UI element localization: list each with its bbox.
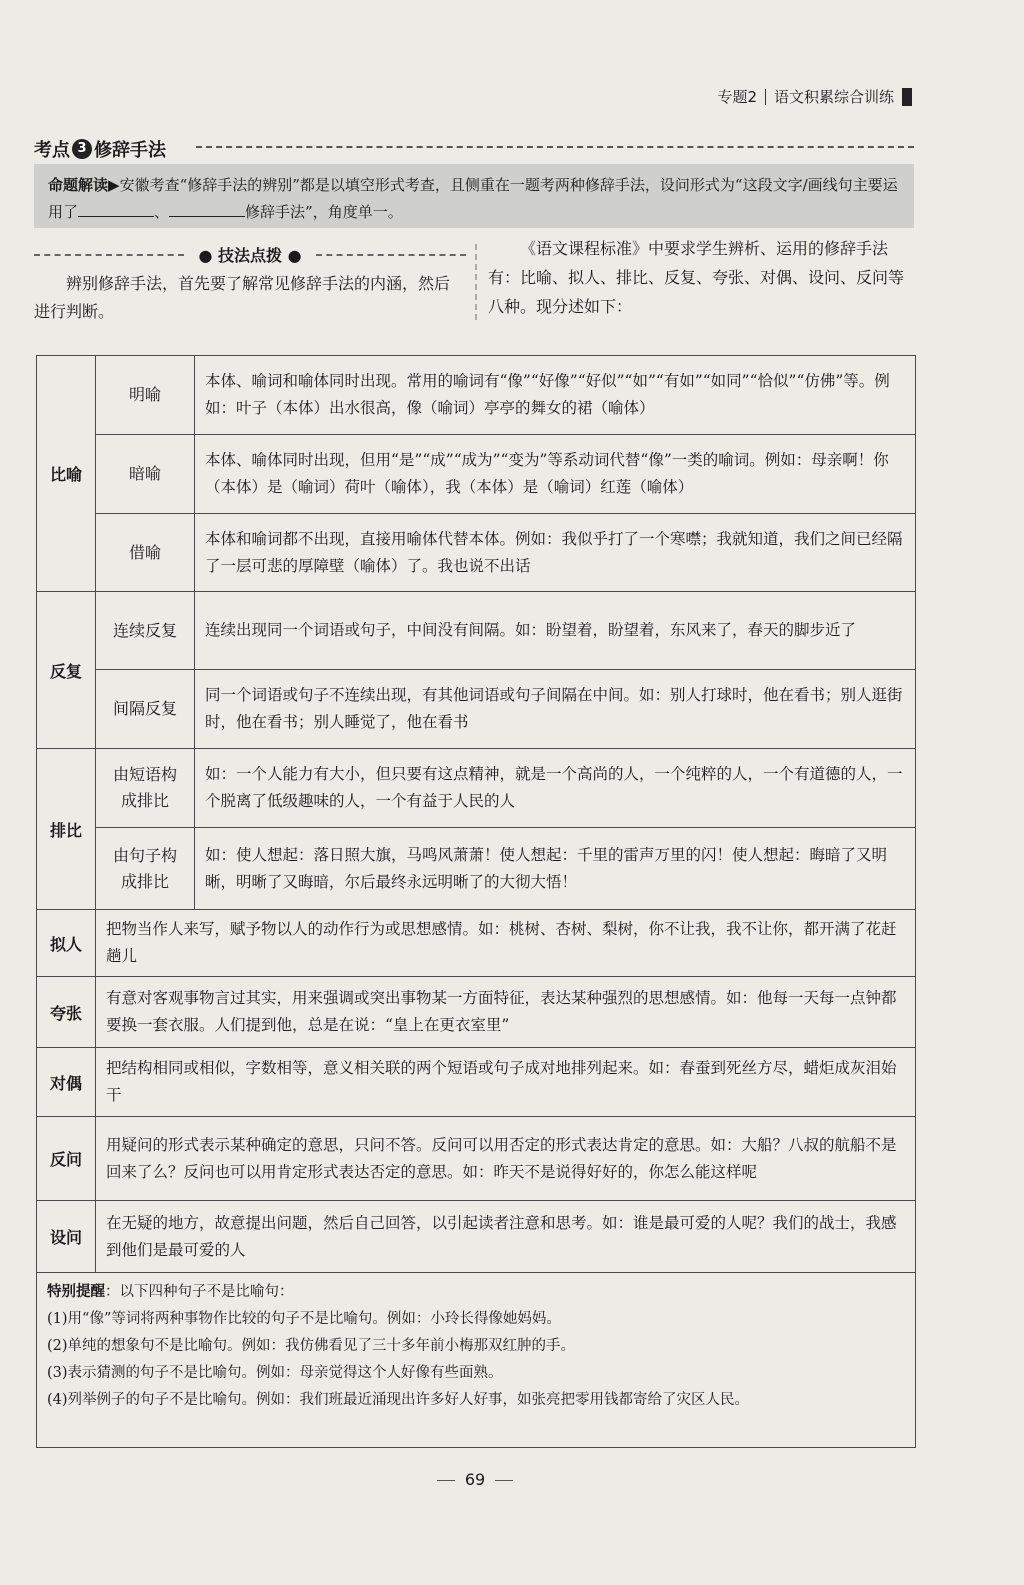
jifa-right-paragraph: 《语文课程标准》中要求学生辨析、运用的修辞手法有：比喻、拟人、排比、反复、夸张、对偶、设问、反问等八种。现分述如下： <box>488 239 905 316</box>
description-cell: 连续出现同一个词语或句子，中间没有间隔。如：盼望着，盼望着，东风来了，春天的脚步近了 <box>195 592 916 670</box>
reminder-item: (1)用“像”等词将两种事物作比较的句子不是比喻句。例如：小玲长得像她妈妈。 <box>47 1311 561 1327</box>
subtype-cell: 暗喻 <box>96 435 195 514</box>
subtype-cell: 借喻 <box>96 514 195 592</box>
subtype-cell: 间隔反复 <box>96 670 195 749</box>
subtype-line: 成排比 <box>120 791 169 810</box>
play-triangle-icon: ▶ <box>108 176 120 194</box>
table-row <box>37 356 916 435</box>
page-number-rule <box>437 1480 455 1481</box>
table-row <box>37 1117 916 1201</box>
header-bar-mark <box>902 88 912 106</box>
dot-icon: ● <box>287 246 302 265</box>
subtype-cell: 连续反复 <box>96 592 195 670</box>
description-cell: 本体和喻词都不出现，直接用喻体代替本体。例如：我似乎打了一个寒噤；我就知道，我们之间已经隔了一层可悲的厚障壁（喻体）了。我也说不出话 <box>195 514 916 592</box>
description-cell: 本体、喻体同时出现，但用“是”“成”“成为”“变为”等系动词代替“像”一类的喻词。例如：母亲啊！你（本体）是（喻词）荷叶（喻体），我（本体）是（喻词）红莲（喻体） <box>195 435 916 514</box>
table-row <box>37 977 916 1048</box>
reminder-intro <box>47 1279 905 1306</box>
answer-blank-1 <box>78 202 154 217</box>
subtype-line: 由句子构 <box>112 845 177 865</box>
subtype-line: 成排比 <box>120 871 169 891</box>
kaodian-heading: 修辞手法 <box>94 140 166 161</box>
description-cell: 如：一个人能力有大小，但只要有这点精神，就是一个高尚的人，一个纯粹的人，一个有道德的人，一个脱离了低级趣味的人，一个有益于人民的人 <box>195 749 916 828</box>
category-cell: 比喻 <box>37 356 96 592</box>
kaodian-dashed-rule <box>196 146 914 148</box>
table-row <box>37 910 916 977</box>
description-cell: 如：使人想起：落日照大旗，马鸣风萧萧！使人想起：千里的雷声万里的闪！使人想起：晦暗了又明晰，明晰了又晦暗，尔后最终永远明晰了的大彻大悟！ <box>195 828 916 910</box>
jifa-heading <box>34 243 466 266</box>
table-row <box>37 1201 916 1273</box>
category-cell: 对偶 <box>37 1048 96 1117</box>
description-cell: 在无疑的地方，故意提出问题，然后自己回答，以引起读者注意和思考。如：谁是最可爱的人呢？我们的战士，我感到他们是最可爱的人 <box>96 1201 916 1273</box>
reminder-label: 特别提醒 <box>47 1284 105 1300</box>
mingti-box <box>34 164 914 228</box>
answer-blank-2 <box>169 202 245 217</box>
subtype-line: 由短语构 <box>112 765 177 784</box>
subtype-cell: 明喻 <box>96 356 195 435</box>
reminder-item: (2)单纯的想象句不是比喻句。例如：我仿佛看见了三十多年前小梅那双红肿的手。 <box>47 1338 576 1354</box>
category-cell: 拟人 <box>37 910 96 977</box>
header-subject: 语文积累综合训练 <box>773 88 894 106</box>
mingti-label: 命题解读 <box>48 176 109 194</box>
table-row <box>37 514 916 592</box>
subtype-cell <box>96 828 195 910</box>
category-cell: 夸张 <box>37 977 96 1048</box>
page-number-rule <box>495 1480 513 1481</box>
description-cell: 用疑问的形式表示某种确定的意思，只问不答。反问可以用否定的形式表达肯定的意思。如：大船？八叔的航船不是回来了么？反问也可以用肯定形式表达否定的意思。如：昨天不是说得好好的，你怎么能这样呢 <box>96 1117 916 1201</box>
table-row <box>37 1048 916 1117</box>
kaodian-number-badge: 3 <box>72 139 92 159</box>
description-cell: 本体、喻词和喻体同时出现。常用的喻词有“像”“好像”“好似”“如”“有如”“如同”“恰似”“仿佛”等。例如：叶子（本体）出水很高，像（喻词）亭亭的舞女的裙（喻体） <box>195 356 916 435</box>
description-cell: 同一个词语或句子不连续出现，有其他词语或句子间隔在中间。如：别人打球时，他在看书；别人逛街时，他在看书；别人睡觉了，他在看书 <box>195 670 916 749</box>
description-cell: 把结构相同或相似，字数相等，意义相关联的两个短语或句子成对地排列起来。如：春蚕到死丝方尽，蜡炬成灰泪始干 <box>96 1048 916 1117</box>
description-cell: 把物当作人来写，赋予物以人的动作行为或思想感情。如：桃树、杏树、梨树，你不让我，我不让你，都开满了花赶趟儿 <box>96 910 916 977</box>
subtype-cell <box>96 749 195 828</box>
description-cell: 有意对客观事物言过其实，用来强调或突出事物某一方面特征，表达某种强烈的思想感情。如：他每一天每一点钟都要换一套衣服。人们提到他，总是在说：“皇上在更衣室里” <box>96 977 916 1048</box>
rhetoric-table <box>36 355 916 1273</box>
table-row <box>37 592 916 670</box>
header-topic: 专题2 <box>717 88 757 106</box>
page-number-text: 69 <box>464 1470 486 1489</box>
page-number <box>0 1470 950 1489</box>
table-row <box>37 670 916 749</box>
kaodian-prefix: 考点 <box>34 140 70 161</box>
reminder-intro-text: ：以下四种句子不是比喻句： <box>105 1284 294 1300</box>
reminder-item: (3)表示猜测的句子不是比喻句。例如：母亲觉得这个人好像有些面熟。 <box>47 1365 503 1381</box>
mingti-text-2: 、 <box>154 203 170 221</box>
category-cell: 排比 <box>37 749 96 910</box>
jifa-title-text: 技法点拨 <box>217 246 282 265</box>
category-cell: 反问 <box>37 1117 96 1201</box>
category-cell: 设问 <box>37 1201 96 1273</box>
reminder-item: (4)列举例子的句子不是比喻句。例如：我们班最近涌现出许多好人好事，如张亮把零用钱都寄给了灾区人民。 <box>47 1392 750 1408</box>
vertical-dashed-divider <box>475 244 477 320</box>
jifa-left-paragraph: 辨别修辞手法，首先要了解常见修辞手法的内涵，然后进行判断。 <box>34 274 451 321</box>
header-separator <box>765 89 766 105</box>
mingti-text-1: 安徽考查“修辞手法的辨别”都是以填空形式考查，且侧重在一题考两种修辞手法，设问形式为“这段文字/画线句主要运用了 <box>48 176 898 221</box>
jifa-dash-left <box>34 254 184 256</box>
category-cell: 反复 <box>37 592 96 749</box>
table-row <box>37 435 916 514</box>
table-row <box>37 828 916 910</box>
kaodian-title <box>34 136 166 162</box>
table-row <box>37 749 916 828</box>
dot-icon: ● <box>198 246 213 265</box>
jifa-dash-right <box>316 254 466 256</box>
mingti-text-3: 修辞手法”，角度单一。 <box>245 203 403 221</box>
running-header <box>717 86 912 107</box>
special-reminder-box <box>36 1272 916 1448</box>
